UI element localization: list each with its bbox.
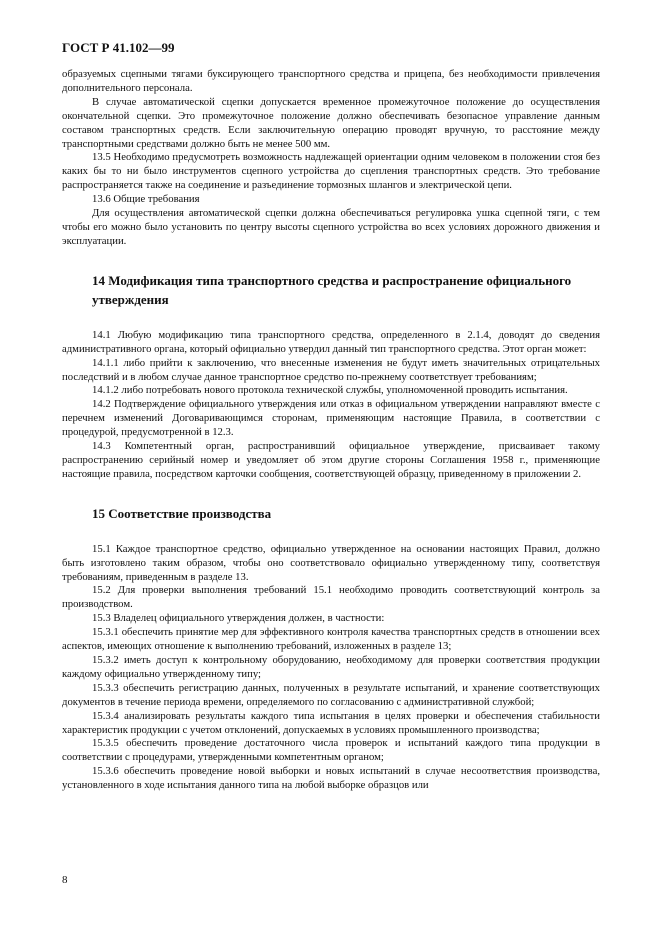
paragraph-continuation: образуемых сцепными тягами буксирующего транспортного средства и прицепа, без необходимости привлечения дополнительного персонала. bbox=[62, 68, 600, 94]
paragraph-14-3: 14.3 Компетентный орган, распространивший официальное утверждение, присваивает такому распространению серийный номер и уведомляет об этом другие стороны Соглашения 1958 г., применяющие настоящие правила, посредством карточки сообщения, соответствующей образцу, приведенному в приложении 2. bbox=[62, 440, 600, 480]
paragraph-auto-coupling: В случае автоматической сцепки допускается временное промежуточное положение до осуществления окончательной сцепки. Это промежуточное положение должно обеспечивать безопасное управление данным составом транспортных средств. Если заключительную операцию проводят вручную, то расстояние между транспортными средствами должно быть не менее 500 мм. bbox=[62, 95, 600, 150]
document-code-header: ГОСТ Р 41.102—99 bbox=[62, 40, 175, 55]
paragraph-15-3-2: 15.3.2 иметь доступ к контрольному оборудованию, необходимому для проверки соответствия продукции каждому официально утвержденному типу; bbox=[62, 654, 600, 680]
paragraph-13-6: 13.6 Общие требования bbox=[92, 193, 200, 206]
paragraph-15-3-3: 15.3.3 обеспечить регистрацию данных, полученных в результате испытаний, и хранение соответствующих документов в течение периода времени, определяемого по согласованию с административной службой; bbox=[62, 681, 600, 708]
paragraph-13-6-text: Для осуществления автоматической сцепки должна обеспечиваться регулировка ушка сцепной тяги, с тем чтобы его можно было установить по центру высоты сцепного устройства во всех условиях дорожного движения и эксплуатации. bbox=[62, 207, 600, 247]
paragraph-14-2: 14.2 Подтверждение официального утверждения или отказ в официальном утверждении направляют вместе с перечнем изменений Договаривающимся сторонам, применяющим настоящие Правила, в соответствии с процедурой, предусмотренной в 12.3. bbox=[62, 398, 600, 439]
paragraph-15-3-4: 15.3.4 анализировать результаты каждого типа испытания в целях проверки и обеспечения стабильности характеристик продукции с учетом отклонений, допускаемых в условиях промышленного производства; bbox=[62, 709, 600, 736]
paragraph-14-1-1: 14.1.1 либо прийти к заключению, что внесенные изменения не будут иметь значительных отрицательных последствий и в любом случае данное транспортное средство по-прежнему соответствует требованиям; bbox=[62, 356, 600, 383]
paragraph-13-5: 13.5 Необходимо предусмотреть возможность надлежащей ориентации одним человеком в положении стоя без каких бы то ни было инструментов сцепного устройства до сцепления транспортных средств. Это требование распространяется также на соединение и разъединение тормозных шлангов и электрической цепи. bbox=[62, 151, 600, 192]
paragraph-15-3: 15.3 Владелец официального утверждения должен, в частности: bbox=[92, 612, 385, 625]
section-15-heading: 15 Соответствие производства bbox=[92, 505, 272, 521]
page-number: 8 bbox=[62, 874, 68, 886]
paragraph-14-1: 14.1 Любую модификацию типа транспортного средства, определенного в 2.1.4, доводят до сведения административного органа, который официально утвердил данный тип транспортного средства. Этот орган может: bbox=[62, 328, 600, 355]
paragraph-15-1: 15.1 Каждое транспортное средство, официально утвержденное на основании настоящих Правил, должно быть изготовлено таким образом, чтобы оно соответствовало официально утвержденному типу, соответствуя требованиям, приведенным в разделе 13. bbox=[62, 542, 600, 583]
paragraph-15-3-1: 15.3.1 обеспечить принятие мер для эффективного контроля качества транспортных средств в отношении всех аспектов, имеющих отношение к выполнению требований, изложенных в разделе 13; bbox=[62, 626, 600, 653]
paragraph-15-2: 15.2 Для проверки выполнения требований 15.1 необходимо проводить соответствующий контроль за производством. bbox=[62, 584, 600, 611]
section-14-heading: 14 Модификация типа транспортного средства и распространение официального утверждения bbox=[92, 272, 572, 307]
paragraph-15-3-5: 15.3.5 обеспечить проведение достаточного числа проверок и испытаний каждого типа продукции в соответствии с процедурами, утвержденными компетентным органом; bbox=[62, 737, 600, 764]
paragraph-14-1-2: 14.1.2 либо потребовать нового протокола технической службы, уполномоченной проводить испытания. bbox=[92, 384, 568, 397]
document-body bbox=[62, 68, 600, 793]
paragraph-15-3-6: 15.3.6 обеспечить проведение новой выборки и новых испытаний в случае несоответствия производства, установленного в ходе испытания данного типа на любой выборке образцов или bbox=[62, 765, 600, 792]
